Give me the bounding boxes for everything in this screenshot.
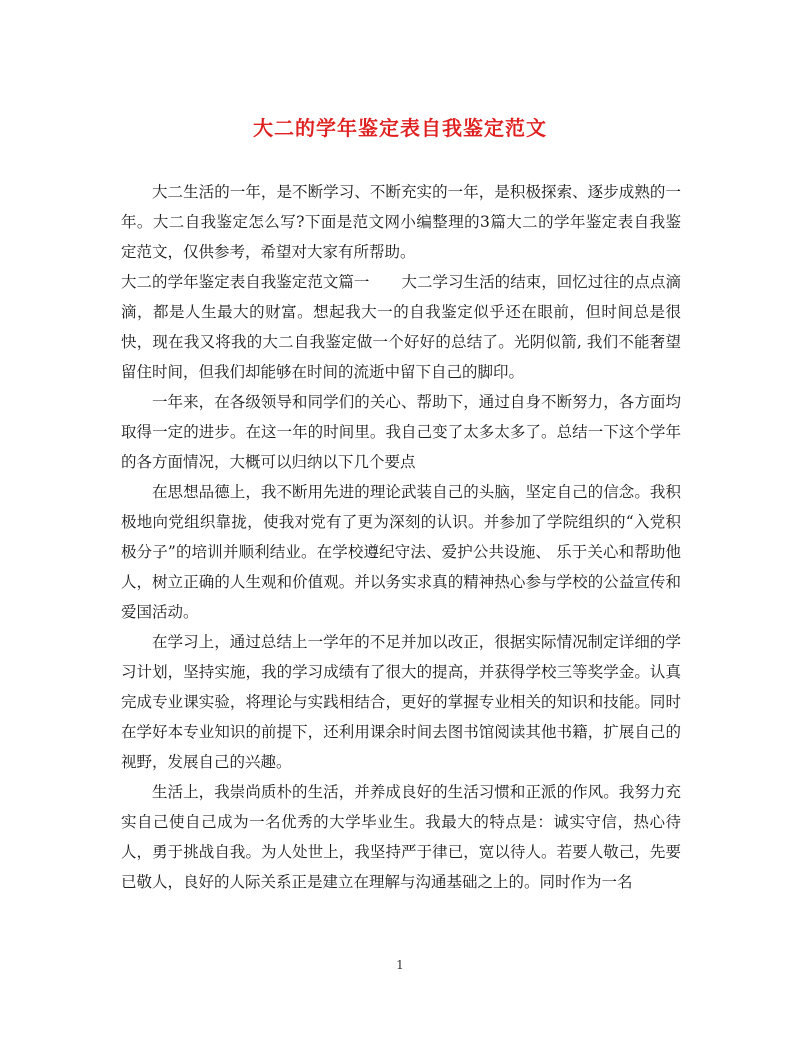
body-paragraph-2: 在思想品德上，我不断用先进的理论武装自己的头脑，坚定自己的信念。我积极地向党组织靠拢，使我对党有了更为深刻的认识。并参加了学院组织的“入党积极分子”的培训并顺利结业。在学校遵纪守法、爱护公共设施、 乐于关心和帮助他人，树立正确的人生观和价值观。并以务实求真的精神热心参与学校的公益宣传和爱国活动。 (121, 483, 681, 621)
body-paragraph-3: 在学习上，通过总结上一学年的不足并加以改正，很据实际情况制定详细的学习计划，坚持实施，我的学习成绩有了很大的提高，并获得学校三等奖学金。认真完成专业课实验，将理论与实践相结合，更好的掌握专业相关的知识和技能。同时在学好本专业知识的前提下，还利用课余时间去图书馆阅读其他书籍，扩展自己的视野，发展自己的兴趣。 (121, 633, 681, 771)
intro-paragraph: 大二生活的一年，是不断学习、不断充实的一年，是积极探索、逐步成熟的一年。大二自我鉴定怎么写?下面是范文网小编整理的3篇大二的学年鉴定表自我鉴定范文，仅供参考，希望对大家有所帮助。 (121, 183, 681, 261)
body-paragraph-1: 一年来，在各级领导和同学们的关心、帮助下，通过自身不断努力，各方面均取得一定的进步。在这一年的时间里。我自己变了太多太多了。总结一下这个学年的各方面情况，大概可以归纳以下几个要点 (121, 393, 681, 471)
document-body (121, 177, 681, 897)
document-title: 大二的学年鉴定表自我鉴定范文 (253, 116, 547, 140)
body-paragraph-4: 生活上，我崇尚质朴的生活，并养成良好的生活习惯和正派的作风。我努力充实自己使自己成为一名优秀的大学毕业生。我最大的特点是：诚实守信，热心待人，勇于挑战自我。为人处世上，我坚持严于律已，宽以待人。若要人敬己，先要已敬人，良好的人际关系正是建立在理解与沟通基础之上的。同时作为一名 (121, 783, 681, 891)
section-heading: 大二的学年鉴定表自我鉴定范文篇一 (121, 273, 370, 291)
section-paragraph (121, 267, 681, 387)
page-number: 1 (396, 958, 404, 972)
section-lead: 大二学习生活的结束，回忆过往的点点滴滴，都是人生最大的财富。想起我大一的自我鉴定似乎还在眼前，但时间总是很快，现在我又将我的大二自我鉴定做一个好好的总结了。光阴似箭, 我们不能奢望留住时间，但我们却能够在时间的流逝中留下自己的脚印。 (121, 273, 681, 381)
